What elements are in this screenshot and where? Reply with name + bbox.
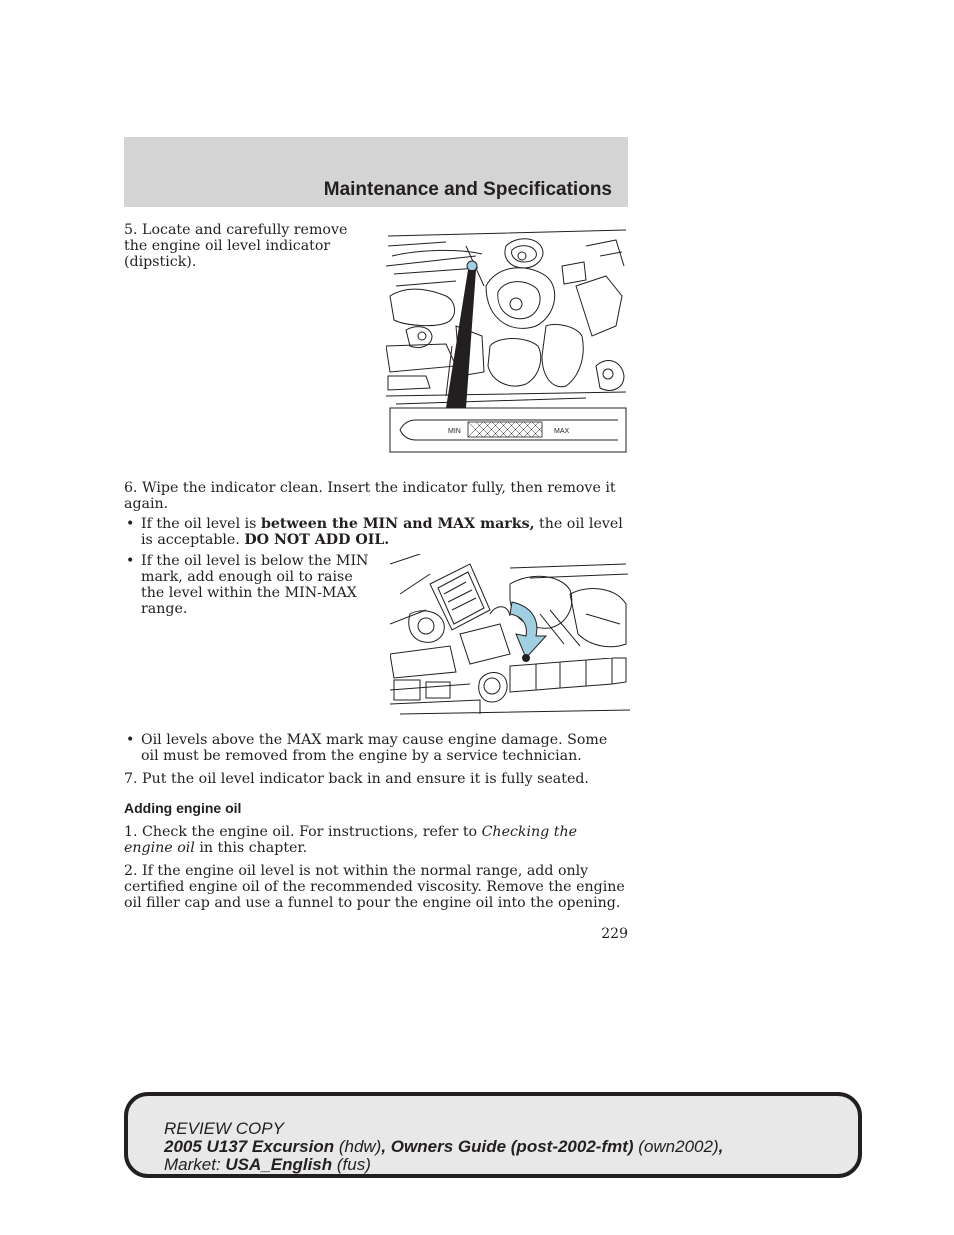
bullet-marker: • (126, 732, 135, 748)
cross-reference-link: Checking the engine oil (124, 824, 578, 856)
step-7-text: 7. Put the oil level indicator back in and ensure it is fully seated. (124, 771, 589, 787)
bullet-marker: • (126, 553, 135, 569)
review-copy-footer (124, 1092, 862, 1178)
step-5-text: 5. Locate and carefully remove the engine oil level indicator (dipstick). (124, 222, 348, 270)
add-step-2-text: 2. If the engine oil level is not within the normal range, add only certified engine oil of the recommended viscosity. Remove the engine oil filler cap and use a funnel to pour the engine oil into the opening. (124, 863, 625, 911)
add-step-1-text: 1. Check the engine oil. For instructions, refer to Checking the engine oil in this chapter. (124, 824, 578, 856)
dipstick-figure (386, 226, 628, 454)
section-title: Maintenance and Specifications (323, 179, 612, 200)
page-number: 229 (601, 926, 628, 942)
section-header (124, 137, 628, 207)
bullet-marker: • (126, 516, 135, 532)
bullet-3-text: Oil levels above the MAX mark may cause engine damage. Some oil must be removed from the engine by a service technician. (141, 732, 608, 764)
bullet-1-text: If the oil level is between the MIN and MAX marks, the oil level is acceptable. DO NOT ADD OIL. (141, 516, 623, 548)
review-copy-label: REVIEW COPY (164, 1119, 284, 1138)
min-mark-label: MIN (448, 428, 461, 435)
bullet-2-text: If the oil level is below the MIN mark, add enough oil to raise the level within the MIN-MAX range. (141, 553, 369, 617)
subheading-adding-engine-oil: Adding engine oil (124, 800, 242, 816)
add-oil-figure (390, 554, 630, 716)
max-mark-label: MAX (554, 428, 570, 435)
footer-text: REVIEW COPY 2005 U137 Excursion (hdw), Owners Guide (post-2002-fmt) (own2002), Market: USA_English (fus) (164, 1119, 724, 1174)
step-6-text: 6. Wipe the indicator clean. Insert the indicator fully, then remove it again. (124, 480, 616, 512)
